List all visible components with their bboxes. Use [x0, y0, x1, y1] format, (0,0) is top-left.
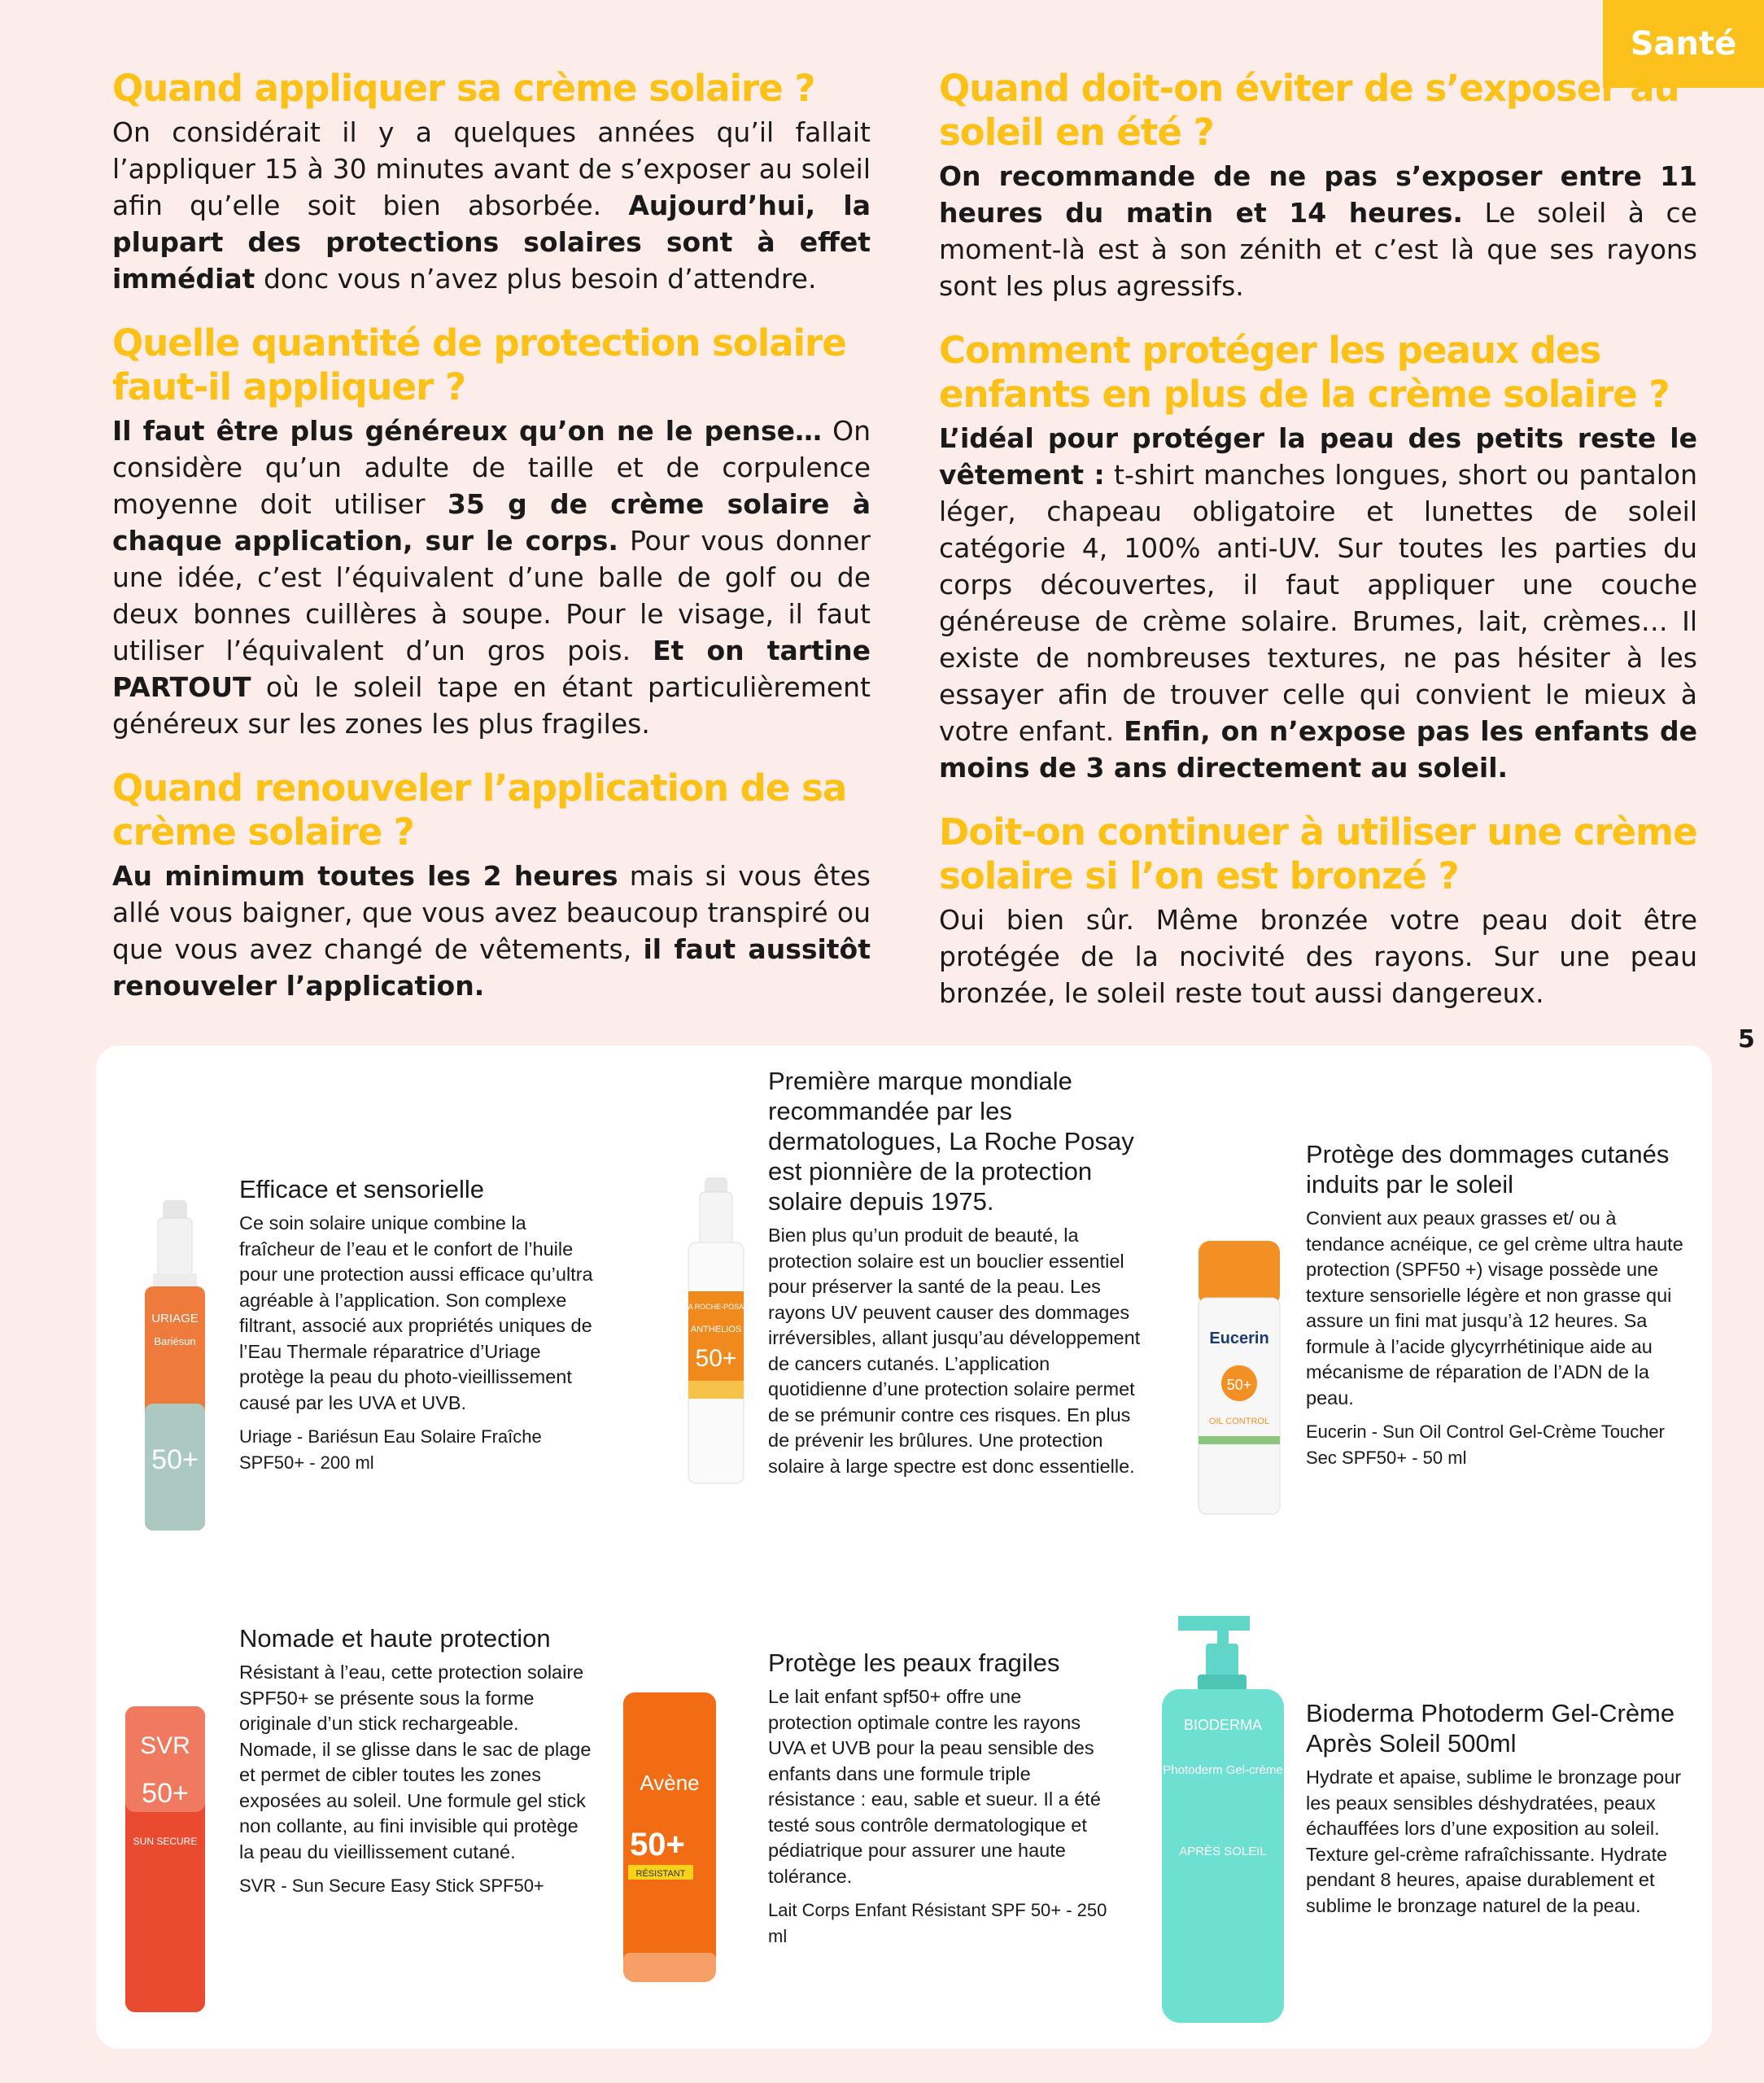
product-description: Bien plus qu’un produit de beauté, la protection solaire est un bouclier essentiel pour préserver la santé de la peau. Les rayons UV peuvent causer des dommages irréversibles, allant jusqu’au développement de cancers cutanés. L’application quotidienne d’une protection solaire permet de se prémunir contre ces risques. En plus de prévenir les brûlures. Une protection solaire à large spectre est donc essentielle. — [768, 1225, 1141, 1477]
answer-bold-text: Il faut être plus généreux qu’on ne le pense… — [112, 415, 823, 447]
qa-question: Quand appliquer sa crème solaire ? — [112, 67, 815, 110]
product-card-avene — [768, 1648, 1110, 1950]
qa-answer — [112, 413, 871, 742]
svr-stick-image — [120, 1706, 210, 2015]
qa-section — [939, 67, 1697, 304]
eucerin-brand-text: Eucerin — [1209, 1330, 1269, 1347]
left-column — [112, 67, 871, 1028]
qa-section — [112, 766, 871, 1004]
answer-bold-text: 35 g de crème solaire à chaque application, sur le corps. — [112, 488, 871, 557]
avene-line-text: RÉSISTANT — [635, 1869, 686, 1879]
product-description: Convient aux peaux grasses et/ ou à tendance acnéique, ce gel crème ultra haute protection (SPF50 +) visage possède une texture sensorielle légère et non grasse qui assure un fini mat jusqu’à 12 heures. Sa formule à l’acide glycyrrhétinique aide au mécanisme de réparation de l’ADN de la peau. — [1306, 1207, 1683, 1408]
product-reference: Uriage - Bariésun Eau Solaire Fraîche SPF50+ - 200 ml — [239, 1426, 542, 1473]
qa-question: Comment protéger les peaux des enfants en plus de la crème solaire ? — [939, 329, 1670, 416]
bioderma-brand-text: BIODERMA — [1183, 1717, 1263, 1733]
svr-spf-text: 50+ — [142, 1778, 189, 1809]
products-panel — [96, 1046, 1712, 2049]
product-title: Protège les peaux fragiles — [768, 1648, 1060, 1677]
svr-brand-text: SVR — [140, 1732, 190, 1759]
answer-text: t-shirt manches longues, short ou pantalon léger, chapeau obligatoire et lunettes de soleil catégorie 4, 100% anti-UV. Sur toutes les parties du corps découvertes, il faut appliquer une couche généreuse de crème solaire. Brumes, lait, crèmes… Il existe de nombreuses textures, ne pas hésiter à les essayer afin de trouver celle qui convient le mieux à votre enfant. — [939, 459, 1697, 747]
product-card-uriage — [239, 1174, 597, 1476]
uriage-spf-text: 50+ — [151, 1444, 199, 1475]
qa-section — [939, 329, 1697, 786]
answer-text: Le soleil à ce moment-là est à son zénith et c’est là que ses rayons sont les plus agressifs. — [939, 197, 1697, 302]
qa-section — [112, 67, 871, 297]
qa-question: Quand renouveler l’application de sa crème solaire ? — [112, 766, 847, 854]
answer-text: Pour vous donner une idée, c’est l’équivalent d’une balle de golf ou de deux bonnes cuillères à soupe. Pour le visage, il faut utiliser l’équivalent d’un gros pois. — [112, 525, 871, 666]
qa-question: Quelle quantité de protection solaire faut-il appliquer ? — [112, 321, 846, 408]
eucerin-spf-text: 50+ — [1226, 1377, 1252, 1393]
uriage-bottle-image — [138, 1200, 212, 1534]
section-tag: Santé — [1603, 0, 1764, 88]
eucerin-tube-image — [1194, 1241, 1284, 1517]
avene-brand-text: Avène — [640, 1771, 700, 1795]
answer-text: où le soleil tape en étant particulièrement généreux sur les zones les plus fragiles. — [112, 671, 871, 740]
answer-text: On considère qu’un adulte de taille et de corpulence moyenne doit utiliser — [112, 415, 871, 520]
bioderma-bottle-image — [1154, 1611, 1292, 2026]
qa-section — [112, 321, 871, 742]
qa-section — [939, 810, 1697, 1011]
product-title: Protège des dommages cutanés induits par le soleil — [1306, 1140, 1670, 1199]
answer-bold-text: Aujourd’hui, la plupart des protections solaires sont à effet immédiat — [112, 190, 871, 295]
product-description: Ce soin solaire unique combine la fraîcheur de l’eau et le confort de l’huile pour une protection aussi efficace qu’ultra agréable à l’application. Son complexe filtrant, associé aux propriétés uniques de l’Eau Thermale réparatrice d’Uriage protège la peau du photo-vieillissement causé par les UVA et UVB. — [239, 1212, 593, 1413]
uriage-brand-text: URIAGE — [151, 1312, 199, 1325]
uriage-line-text: Bariésun — [154, 1335, 196, 1347]
qa-answer — [939, 420, 1697, 786]
qa-answer — [112, 114, 871, 297]
qa-question: Quand doit-on éviter de s’exposer au soleil en été ? — [939, 67, 1679, 154]
page-number: 5 — [1738, 1025, 1755, 1054]
answer-bold-text: Et on tartine PARTOUT — [112, 635, 871, 703]
answer-text: donc vous n’avez plus besoin d’attendre. — [255, 263, 817, 295]
qa-question: Doit-on continuer à utiliser une crème solaire si l’on est bronzé ? — [939, 810, 1697, 897]
answer-bold-text: Au minimum toutes les 2 heures — [112, 860, 618, 892]
eucerin-line-text: OIL CONTROL — [1208, 1417, 1270, 1426]
product-title: Nomade et haute protection — [239, 1624, 551, 1653]
product-card-eucerin — [1306, 1139, 1688, 1471]
answer-bold-text: Enfin, on n’expose pas les enfants de moins de 3 ans directement au soleil. — [939, 715, 1698, 784]
qa-answer — [939, 158, 1697, 304]
product-title: Bioderma Photoderm Gel-Crème Après Soleil 500ml — [1306, 1699, 1675, 1758]
product-card-laroche — [768, 1066, 1142, 1487]
svr-line-text: SUN SECURE — [133, 1836, 198, 1847]
answer-text: mais si vous êtes allé vous baigner, que vous avez beaucoup transpiré ou que vous avez changé de vêtements, — [112, 860, 871, 965]
product-reference: SVR - Sun Secure Easy Stick SPF50+ — [239, 1876, 544, 1896]
answer-text: On considérait il y a quelques années qu’il fallait l’appliquer 15 à 30 minutes avant de s’exposer au soleil afin qu’elle soit bien absorbée. — [112, 116, 871, 221]
qa-answer — [939, 902, 1697, 1011]
qa-answer — [112, 858, 871, 1004]
right-column — [939, 67, 1697, 1036]
avene-spf-text: 50+ — [630, 1827, 685, 1862]
answer-text: Oui bien sûr. Même bronzée votre peau doit être protégée de la nocivité des rayons. Sur une peau bronzée, le soleil reste tout aussi dangereux. — [939, 904, 1697, 1009]
product-title: Efficace et sensorielle — [239, 1175, 484, 1203]
bioderma-line-text: Photoderm Gel-crème — [1163, 1763, 1283, 1777]
answer-bold-text: L’idéal pour protéger la peau des petits reste le vêtement : — [939, 422, 1697, 491]
product-description: Résistant à l’eau, cette protection solaire SPF50+ se présente sous la forme originale d’un stick rechargeable. Nomade, il se glisse dans le sac de plage et permet de cibler toutes les zones exposées au soleil. Une formule gel stick non collante, au fini invisible qui protège la peau du vieillissement cutané. — [239, 1662, 592, 1862]
product-card-bioderma — [1306, 1698, 1688, 1927]
product-card-svr — [239, 1623, 597, 1899]
product-description: Hydrate et apaise, sublime le bronzage pour les peaux sensibles déshydratées, peaux échauffées lors d’une exposition au soleil. Texture gel-crème rafraîchissante. Hydrate pendant 8 heures, apaise durablement et sublime le bronzage naturel de la peau. — [1306, 1766, 1682, 1916]
laroche-brand-text: LA ROCHE-POSAY — [683, 1303, 749, 1311]
product-description: Le lait enfant spf50+ offre une protection optimale contre les rayons UVA et UVB pour la peau sensible des enfants dans une formule triple résistance : eau, sable et sueur. Il a été testé sous contrôle dermatologique et pédiatrique pour assurer une haute tolérance. — [768, 1686, 1101, 1887]
laroche-line-text: ANTHELIOS — [690, 1325, 742, 1334]
answer-bold-text: il faut aussitôt renouveler l’application. — [112, 933, 871, 1002]
answer-bold-text: On recommande de ne pas s’exposer entre 11 heures du matin et 14 heures. — [939, 160, 1697, 229]
product-reference: Eucerin - Sun Oil Control Gel-Crème Toucher Sec SPF50+ - 50 ml — [1306, 1421, 1665, 1468]
laroche-spf-text: 50+ — [695, 1345, 737, 1372]
bioderma-sub-text: APRÈS SOLEIL — [1179, 1845, 1267, 1858]
laroche-bottle-image — [680, 1177, 752, 1487]
avene-tube-image — [617, 1692, 723, 1985]
product-reference: Lait Corps Enfant Résistant SPF 50+ - 250 ml — [768, 1900, 1107, 1946]
product-title: Première marque mondiale recommandée par les dermatologues, La Roche Posay est pionnière de la protection solaire depuis 1975. — [768, 1067, 1134, 1216]
